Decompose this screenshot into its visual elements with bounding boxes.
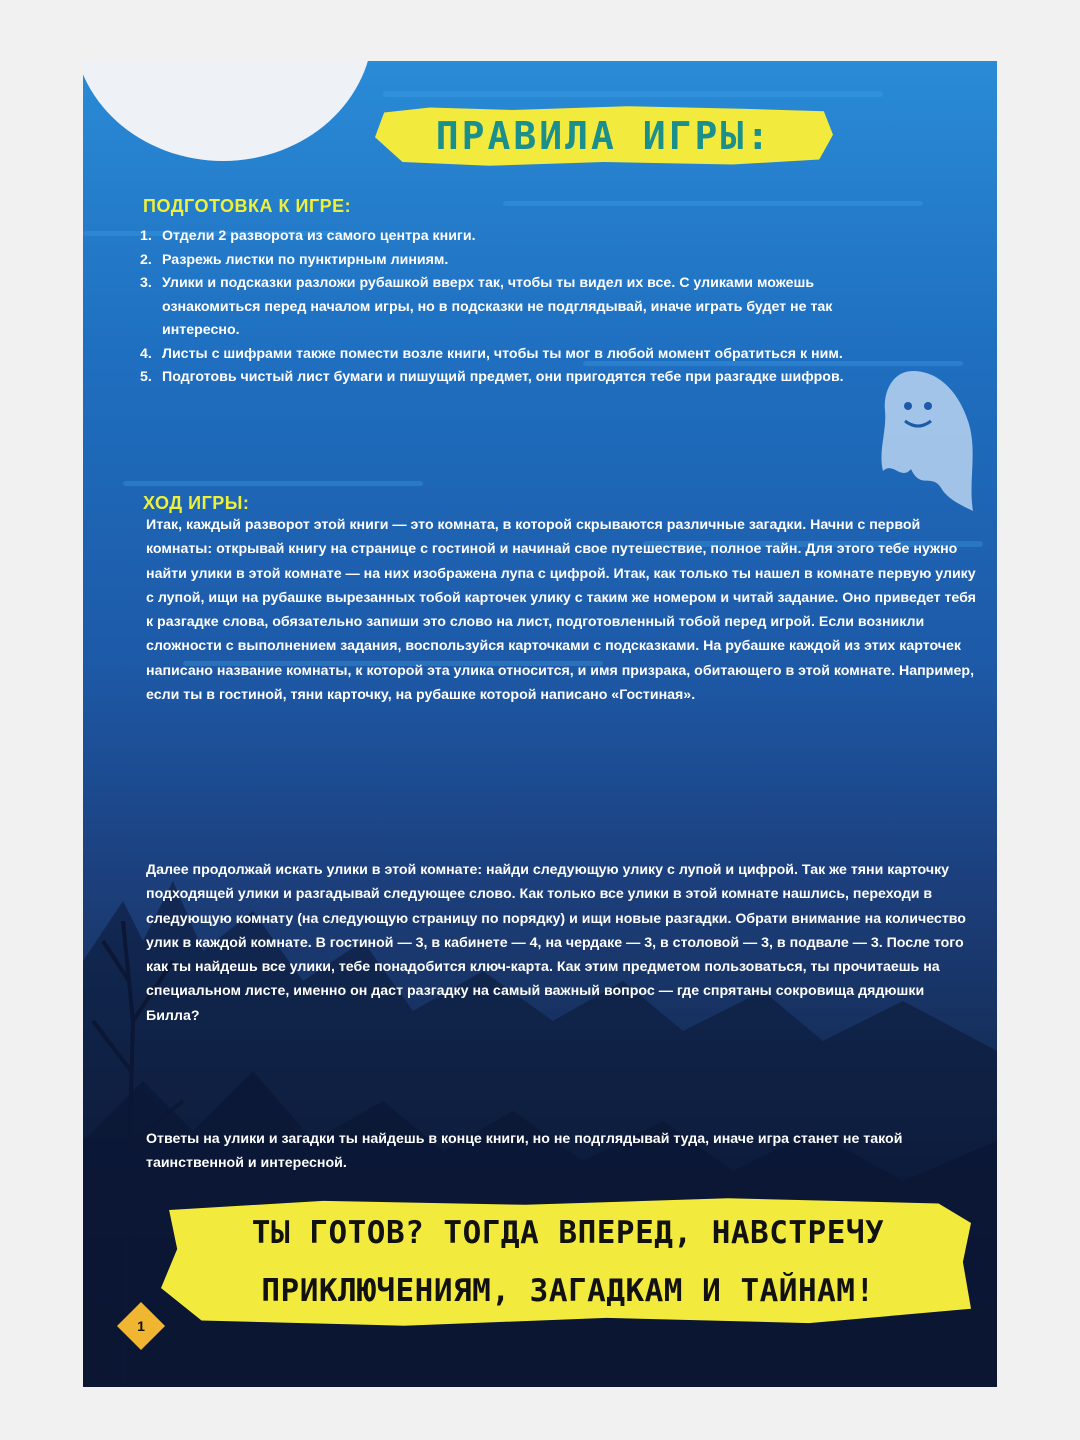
list-item: 4. Листы с шифрами также помести возле книги, чтобы ты мог в любой момент обратиться к ним. (140, 345, 843, 362)
list-item: 1. Отдели 2 разворота из самого центра книги. (140, 228, 476, 244)
list-item: 2. Разрежь листки по пунктирным линиям. (140, 251, 449, 268)
gameplay-paragraph-3: Ответы на улики и загадки ты найдешь в конце книги, но не подглядывай туда, иначе игра станет не такой таинственной и интересной. (146, 1131, 903, 1172)
preparation-list (140, 225, 910, 390)
list-item: 5. Подготовь чистый лист бумаги и пишущий предмет, они пригодятся тебе при разгадке шифров. (140, 369, 844, 385)
gameplay-paragraph-2: Далее продолжай искать улики в этой комнате: найди следующую улику с лупой и цифрой. Так же тяни карточку подходящей улики и разгадывай следующее слово. Как только все улики в этой комнате нашлись, переходи в следующую комнату (на следующую страницу по порядку) и ищи новые разгадки. Обрати внимание на количество улик в каждой комнате. В гостиной — 3, в кабинете — 4, на чердаке — 3, в столовой — 3, в подвале — 3. После того как ты найдешь все улики, тебе понадобится ключ-карта. Как этим предметом пользоваться, ты прочитаешь на специальном листе, именно он даст разгадку на самый важный вопрос — где спрятаны сокровища дядюшки Билла? (146, 862, 966, 1024)
booklet-page (83, 61, 997, 1387)
preparation-heading: ПОДГОТОВКА К ИГРЕ: (143, 196, 352, 216)
list-item: 3. Улики и подсказки разложи рубашкой вверх так, чтобы ты видел их все. С уликами можешь ознакомиться перед началом игры, но в подсказки не подглядывай, иначе играть будет не так интересно. (140, 275, 833, 338)
ghost-icon (873, 361, 983, 511)
gameplay-paragraph-1: Итак, каждый разворот этой книги — это комната, в которой скрываются различные загадки. Начни с первой комнаты: открывай книгу на странице с гостиной и начинай свое путешествие, полное тайн. Для этого тебе нужно найти улики в этой комнате — на них изображена лупа с цифрой. Итак, как только ты нашел в комнате первую улику с лупой, ищи на рубашке вырезанных тобой карточек улику с таким же номером и читай задание. Оно приведет тебя к разгадке слова, обязательно запиши это слово на лист, подготовленный тобой перед игрой. Если возникли сложности с выполнением задания, воспользуйся карточками с подсказками. На рубашке каждой из этих карточек написано название комнаты, к которой эта улика относится, и имя призрака, обитающего в этой комнате. Например, если ты в гостиной, тяни карточку, на рубашке которой написано «Гостиная». (146, 517, 976, 704)
page-title: ПРАВИЛА ИГРЫ: (435, 114, 773, 158)
gameplay-heading: ХОД ИГРЫ: (143, 493, 250, 513)
final-call-text: ТЫ ГОТОВ? ТОГДА ВПЕРЕД, НАВСТРЕЧУ ПРИКЛЮЧЕНИЯМ, ЗАГАДКАМ И ТАЙНАМ! (251, 1215, 885, 1309)
page-number: 1 (137, 1318, 145, 1334)
